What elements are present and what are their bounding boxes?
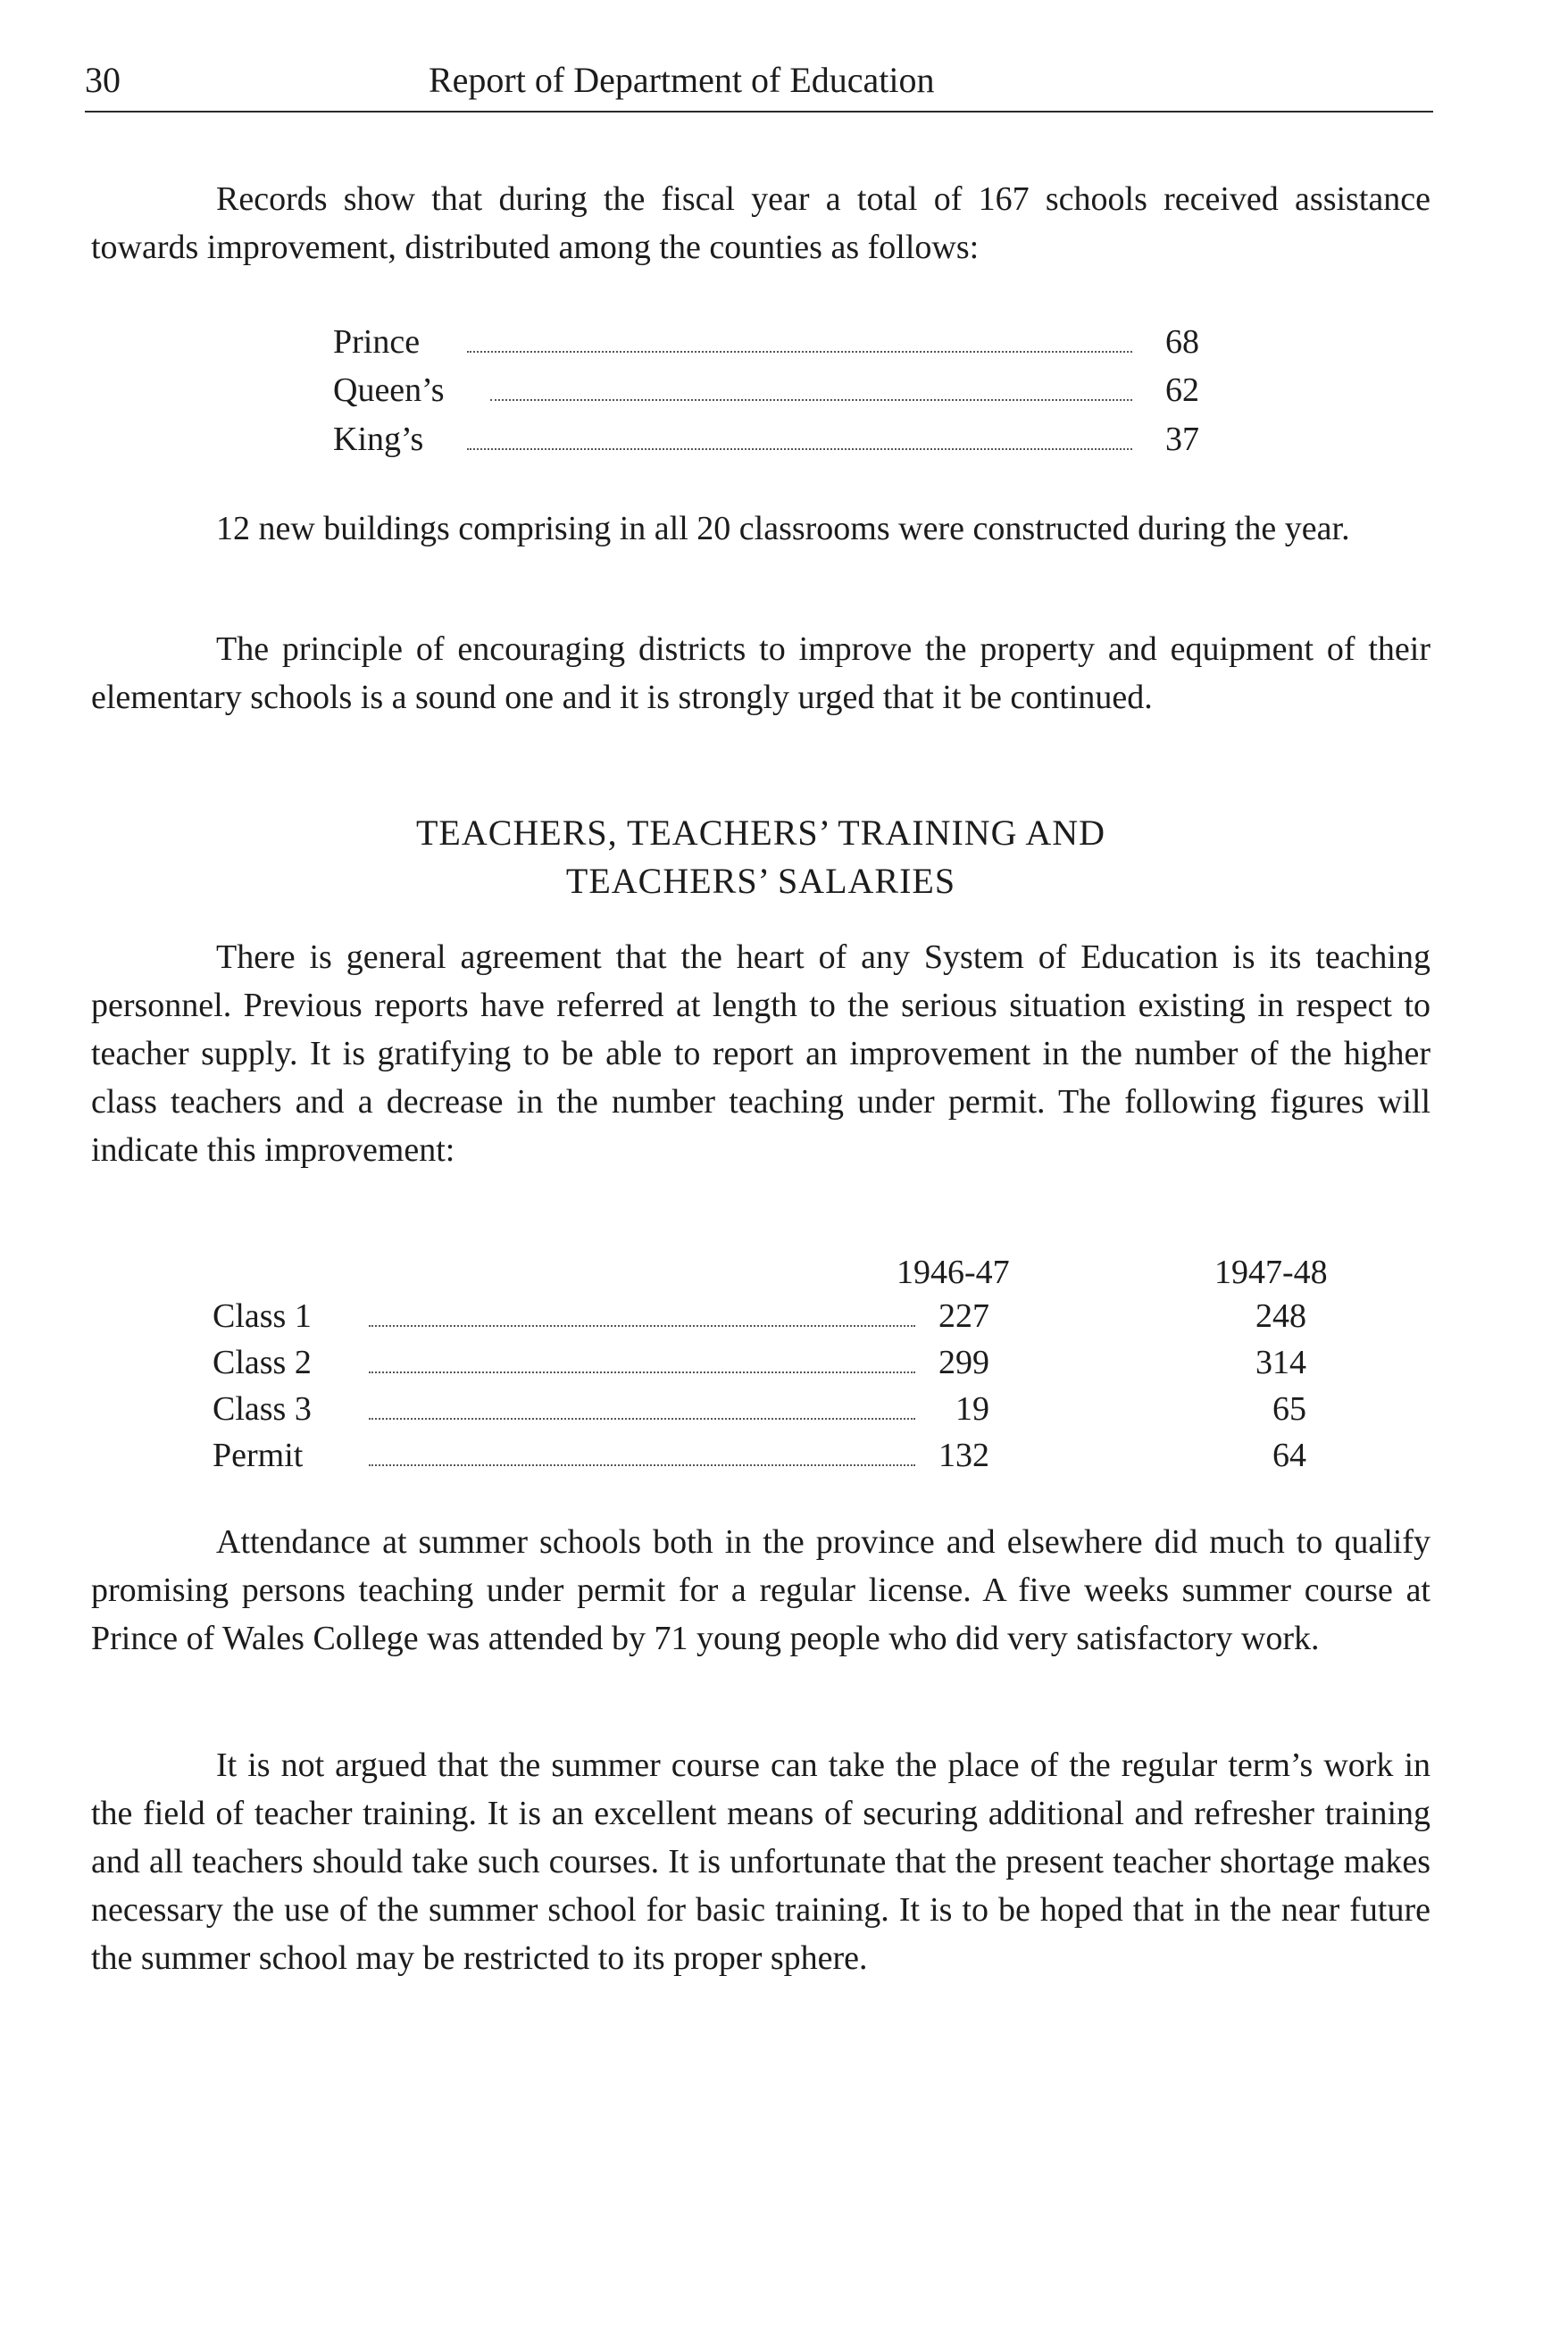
dot-leader: [467, 351, 1132, 353]
section-heading-line-2: TEACHERS’ SALARIES: [565, 861, 956, 901]
county-name: Prince: [333, 318, 423, 366]
county-count: 68: [1165, 323, 1199, 361]
row-label: Class 3: [213, 1390, 312, 1428]
page-header: [85, 55, 1433, 113]
row-label: Class 1: [213, 1297, 312, 1335]
county-row-kings: [333, 415, 1199, 463]
teachers-paragraph: There is general agreement that the heart of any System of Education is its teaching personnel. Previous reports have referred at length to the serious situation existing in respect to teacher supply. It is gratifying to be able to report an improvement in the number of the higher class teachers and a decrease in the number teaching under permit. The following figures will indicate this improvement:: [91, 938, 1430, 1169]
principle-paragraph-block: [91, 625, 1430, 721]
value-1947-48: 314: [1255, 1344, 1306, 1381]
value-1947-48: 65: [1272, 1390, 1306, 1428]
intro-paragraph-block: [91, 175, 1430, 271]
section-heading-line-1: TEACHERS, TEACHERS’ TRAINING AND: [415, 813, 1106, 853]
dot-leader: [490, 399, 1132, 401]
dot-leader: [369, 1371, 915, 1373]
row-label: Class 2: [213, 1344, 312, 1381]
summer-paragraph: Attendance at summer schools both in the province and elsewhere did much to qualify promising persons teaching under permit for a regular license. A five weeks summer course at Prince of Wales College was attended by 71 young people who did very satisfactory work.: [91, 1523, 1430, 1657]
value-1947-48: 64: [1272, 1437, 1306, 1474]
value-1946-47: 299: [938, 1344, 989, 1381]
value-1946-47: 227: [938, 1297, 989, 1335]
buildings-paragraph-block: [91, 504, 1430, 553]
buildings-paragraph: 12 new buildings comprising in all 20 classrooms were constructed during the year.: [216, 510, 1350, 547]
county-row-prince: [333, 318, 1199, 366]
intro-paragraph: Records show that during the fiscal year a total of 167 schools received assistance towards improvement, distributed among the counties as follows:: [91, 180, 1430, 266]
dot-leader: [369, 1464, 915, 1466]
table-row: [213, 1386, 1373, 1432]
dot-leader: [467, 448, 1132, 450]
summer-paragraph-block: [91, 1518, 1430, 1663]
county-count: 62: [1165, 371, 1199, 409]
page-number: 30: [85, 60, 121, 100]
table-row: [213, 1293, 1373, 1339]
county-row-queens: [333, 366, 1199, 414]
value-1946-47: 132: [938, 1437, 989, 1474]
final-paragraph-block: [91, 1741, 1430, 1982]
dot-leader: [369, 1418, 915, 1420]
column-header-1946-47: 1946-47: [897, 1254, 1010, 1291]
running-title: Report of Department of Education: [429, 60, 935, 100]
county-name: King’s: [333, 415, 427, 463]
column-header-1947-48: 1947-48: [1214, 1254, 1328, 1291]
county-name: Queen’s: [333, 366, 448, 414]
value-1946-47: 19: [955, 1390, 989, 1428]
table-row: [213, 1432, 1373, 1479]
value-1947-48: 248: [1255, 1297, 1306, 1335]
table-row: [213, 1339, 1373, 1386]
dot-leader: [369, 1325, 915, 1327]
county-count: 37: [1165, 421, 1199, 458]
row-label: Permit: [213, 1437, 304, 1474]
principle-paragraph: The principle of encouraging districts to improve the property and equipment of their elementary schools is a sound one and it is strongly urged that it be continued.: [91, 630, 1430, 716]
teachers-paragraph-block: [91, 933, 1430, 1174]
final-paragraph: It is not argued that the summer course can take the place of the regular term’s work in the field of teacher training. It is an excellent means of securing additional and refresher training and all teachers should take such courses. It is unfortunate that the present teacher shortage makes necessary the use of the summer school for basic training. It is to be hoped that in the near future the summer school may be restricted to its proper sphere.: [91, 1747, 1430, 1977]
